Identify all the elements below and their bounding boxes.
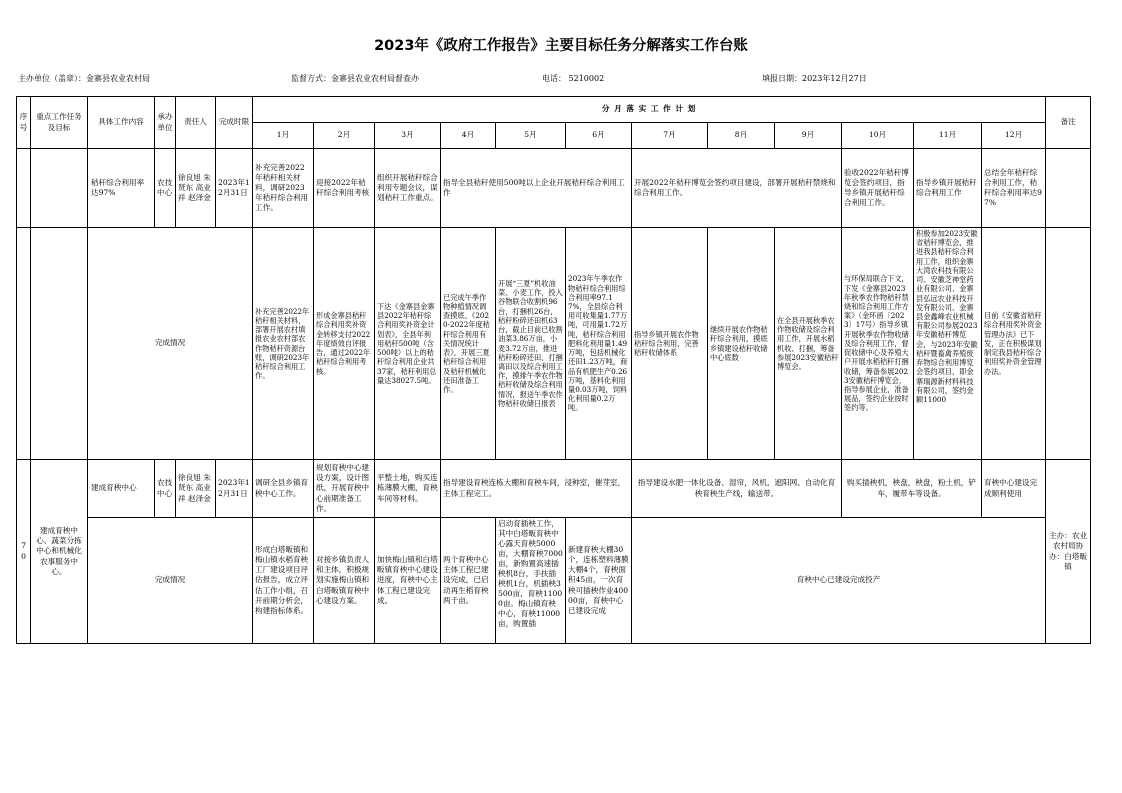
undertaker-cell: 农技中心 (155, 460, 176, 518)
completion-label: 完成情况 (88, 518, 253, 644)
plan-cell: 验收2022年秸秆博览会签约项目，指导乡镇开展秸秆综合利用工作。 (842, 149, 914, 228)
completion-cell (496, 518, 566, 644)
remark-cell (1046, 149, 1091, 228)
completion-cell: 指导乡镇开展农作物秸秆综合利用，完善秸秆收储体系 (632, 228, 708, 460)
plan-cell: 平整土地，购买连栋薄膜大棚，育秧车间等材料。 (375, 460, 441, 518)
seq-cell (17, 149, 31, 228)
month-header: 7月 (632, 123, 708, 149)
completion-cell: 2023年午季农作物秸秆综合利用综合利用率97.17%，全县综合利用可收集量1.77万吨，可用量1.72万吨，秸秆综合利用肥料化利用量1.49万吨，包括机械化还田1.23万吨，商品有机肥生产0.26万吨，基料化利用量0.03万吨，饲料化利用量0.2万吨。 (566, 228, 632, 460)
remark-cell (1046, 228, 1091, 460)
header-remark: 备注 (1046, 97, 1091, 149)
month-header: 3月 (375, 123, 441, 149)
header-row (17, 97, 1091, 123)
completion-cell: 形成金寨县秸秆综合利用奖补资金转移支付2022年度绩效自评报告，通过2022年秸秆综合利用考核。 (314, 228, 375, 460)
completion-cell: 与环保局联合下文，下发《金寨县2023年秋季农作物秸秆禁烧和综合利用工作方案》（金环函〔2023〕17号）指导乡镇开展秋季农作物收储及综合利用工作，督促收储中心及养殖大户开展水稻秸秆打捆收储，筹备参展2023安徽秸秆博览会，指导参展企业，准备展品，签约企业按时签约等。 (842, 228, 914, 460)
completion-cell: 两个育秧中心主体工程已建设完成，已启动再生稻育秧两千亩。 (441, 518, 496, 644)
header-content: 具体工作内容 (88, 97, 155, 149)
completion-cell: 在全县开展秋季农作物收储及综合利用工作，开展水稻机收、打捆，筹备参展2023安徽秸秆博览会。 (775, 228, 842, 460)
completion-cell: 补充完善2022年秸秆相关材料，部署开展农村填报农业农村部农作物秸秆资源台账，调研2023年秸秆综合利用工作。 (253, 228, 314, 460)
month-header: 11月 (914, 123, 982, 149)
supervision-method: 监督方式：金寨县农业农村局督查办 (291, 74, 419, 83)
completion-cell: 继续开展农作物秸秆综合利用，摸底乡镇建设秸秆收储中心底数 (708, 228, 775, 460)
month-header: 6月 (566, 123, 632, 149)
deadline-cell: 2023年12月31日 (216, 149, 253, 228)
completion-cell: 已完成午季作物种植情况调查摸底、《2020-2022年度秸秆综合利用有关情况统计表》，开展三夏秸秆综合利用及秸秆机械化还田准备工作。 (441, 228, 496, 460)
plan-cell: 指导建设育秧连栋大棚和育秧车间，浸种室，催芽室，主体工程完工。 (441, 460, 632, 518)
month-header: 1月 (253, 123, 314, 149)
plan-cell: 补充完善2022年秸秆相关材料，调研2023年秸秆综合利用工作。 (253, 149, 314, 228)
header-person: 责任人 (176, 97, 216, 149)
completion-cell: 形成白塔畈镇和梅山镇水稻育秧工厂建设项目评估报告，成立评估工作小组，召开前期分析会，构建指标体系。 (253, 518, 314, 644)
plan-cell: 调研全县乡镇育秧中心工作。 (253, 460, 314, 518)
header-monthly-plan: 分 月 落 实 工 作 计 划 (253, 97, 1046, 123)
undertaker-cell: 农技中心 (155, 149, 176, 228)
document-title: 2023年《政府工作报告》主要目标任务分解落实工作台账 (374, 38, 748, 54)
completion-cell: 育秧中心已建设完成投产 (632, 518, 1046, 644)
plan-cell: 指导建设水肥一体化设备、湿帘，风机，遮阳网、自动化育秧育秧生产线，输送带。 (632, 460, 842, 518)
task-ledger-table (16, 96, 1091, 644)
table-row (17, 149, 1091, 228)
plan-cell: 育秧中心建设完成顺利使用 (982, 460, 1046, 518)
phone-number: 电话： 5210002 (542, 74, 605, 83)
completion-cell: 加快梅山镇和白塔畈镇育秧中心建设进度，育秧中心主体工程已建设完成。 (375, 518, 441, 644)
content-cell: 建成育秧中心 (88, 460, 155, 518)
month-header: 4月 (441, 123, 496, 149)
plan-cell: 开展2022年秸秆博览会签约项目建设，部署开展秸秆禁烧和综合利用工作。 (632, 149, 842, 228)
table-row (17, 518, 1091, 644)
header-seq: 序号 (17, 97, 31, 149)
completion-cell: 积极参加2023安徽省秸秆博览会，推进我县秸秆综合利用工作，组织金寨大湾农科技有限公司、安徽芝神堂药业有限公司、金寨县弘远农业科技开发有限公司、金寨县金鑫峰农业机械有限公司参展2023年安徽秸秆博览会，与2023年安徽秸秆暨畜禽养殖废弃物综合利用博览会签约项目，即金寨瑞源新材料科技有限公司，签约金额11000 (914, 228, 982, 460)
deadline-cell: 2023年12月31日 (216, 460, 253, 518)
completion-label: 完成情况 (88, 228, 253, 460)
month-header: 12月 (982, 123, 1046, 149)
completion-cell: 目前《安徽省秸秆综合利用奖补资金管理办法》已下发，正在积极谋划制定我县秸秆综合利用奖补资金管理办法。 (982, 228, 1046, 460)
plan-cell: 总结全年秸秆综合利用工作，秸秆综合利用率达97% (982, 149, 1046, 228)
seq-cell (17, 228, 31, 460)
month-header: 9月 (775, 123, 842, 149)
fill-date: 填报日期：2023年12月27日 (762, 74, 867, 83)
plan-cell: 组织开展秸秆综合利用专题会议，谋划秸秆工作重点。 (375, 149, 441, 228)
header-undertaker: 承办单位 (155, 97, 176, 149)
key-task-cell: 建成育秧中心、蔬菜分拣中心和机械化农事服务中心。 (31, 460, 88, 644)
table-row (17, 228, 1091, 460)
seq-cell: 70 (17, 460, 31, 644)
month-header: 2月 (314, 123, 375, 149)
completion-cell: 下达《金寨县金寨县2022年秸秆综合利用奖补资金计划表》，全县年利用秸秆500吨（含500吨）以上的秸秆综合利用企业共37家，秸秆利用总量达38027.5吨。 (375, 228, 441, 460)
key-task-cell (31, 228, 88, 460)
table-row (17, 460, 1091, 518)
remark-cell: 主办：农业农村局协办：白塔畈镇 (1046, 460, 1091, 644)
organizer-unit: 主办单位（盖章）：金寨县农业农村局 (18, 74, 150, 83)
content-cell: 秸秆综合利用率达97% (88, 149, 155, 228)
plan-cell: 迎接2022年秸秆综合利用考核 (314, 149, 375, 228)
month-header: 8月 (708, 123, 775, 149)
key-task-cell (31, 149, 88, 228)
completion-text: 启动育插秧工作，其中白塔畈育秧中心露天育秧5000亩，大棚育秧7000亩，新购置高速插秧机8台，手扶插秧机1台，机插秧3500亩，育秧11000亩。梅山镇育秧中心，育秧11000亩，购置插 (498, 519, 563, 629)
person-cell: 徐良旭 朱贤东 高业祥 赵泽金 (176, 460, 216, 518)
completion-cell: 新建育秧大棚30个，连栋塑料薄膜大棚4个，育秧面积45亩，一次育秧可插秧作业40000亩，育秧中心已建设完成 (566, 518, 632, 644)
completion-cell: 开展“三夏”机收油菜、小麦工作，投入谷物联合收割机96台，打捆机26台，秸秆粉碎还田机63台，截止目前已收割油菜3.86万亩，小麦3.72万亩，推进秸秆粉碎还田、打捆离田以及综合利用工作，摸排午季农作物秸秆收储及综合利用情况，报送午季农作物秸秆收储日报表 (496, 228, 566, 460)
plan-cell: 购买插秧机，秧盘，秧盘，粉土机，铲车，履带车等设备。 (842, 460, 982, 518)
person-cell: 徐良旭 朱贤东 高业祥 赵泽金 (176, 149, 216, 228)
month-header: 5月 (496, 123, 566, 149)
header-deadline: 完成时限 (216, 97, 253, 149)
completion-cell: 对接乡镇负责人和主体，积极规划实施梅山镇和白塔畈镇育秧中心建设方案。 (314, 518, 375, 644)
month-header: 10月 (842, 123, 914, 149)
plan-cell: 指导乡镇开展秸秆综合利用工作 (914, 149, 982, 228)
header-key-task: 重点工作任务及目标 (31, 97, 88, 149)
plan-cell: 规划育秧中心建设方案，设计图纸，开展育秧中心前期准备工作。 (314, 460, 375, 518)
plan-cell: 指导全县秸秆使用500吨以上企业开展秸秆综合利用工作 (441, 149, 632, 228)
